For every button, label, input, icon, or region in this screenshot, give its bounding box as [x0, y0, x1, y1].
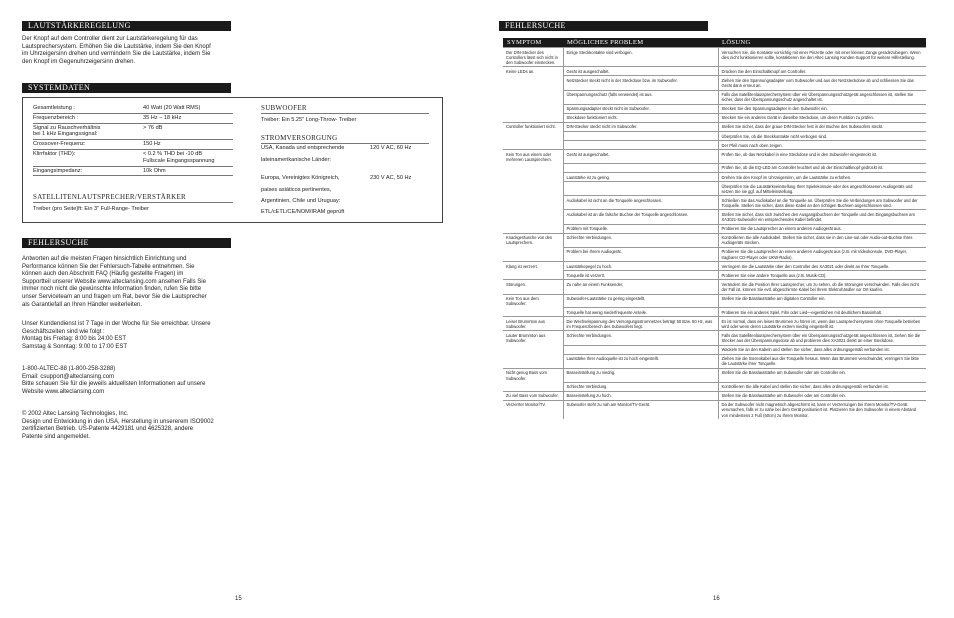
contact-info: 1-800-ALTEC-88 (1-800-258-3288) Email: csupport@alteclansing.com Bitte schauen Sie für die jeweils aktuellsten Informationen auf unsere Website www.alteclansing.com — [22, 366, 206, 395]
table-row — [503, 354, 926, 368]
symptom-cell — [503, 247, 563, 261]
table-row — [503, 76, 926, 90]
problem-cell — [563, 182, 718, 196]
problem-cell: Basseinstellung zu niedrig. — [563, 368, 718, 382]
solution-cell: Da der Subwoofer nicht magnetisch abgeschirmt ist, kann er Verzerrungen bei Ihrem Monitor/TV-Gerät verursachen, falls er zu nahe bei dem Gerät positioniert ist. Platzieren Sie den Subwoofer in einem Abstand von mindestens 2 Fuß (60cm) zu Ihrem Monitor. — [718, 400, 926, 419]
table-row — [503, 382, 926, 391]
spec-value: < 0.2 % THD bei -10 dB Fullscale Eingangsspannung — [137, 149, 233, 166]
table-row — [503, 113, 926, 122]
solution-cell: Ziehen Sie den Spannungsadapter vom Subwoofer und aus der Netzsteckdose ab und schliessen Sie das Gerät dann erneut an. — [718, 76, 926, 90]
spec-label: Eingangsimpedanz: — [33, 166, 137, 176]
table-row — [503, 391, 926, 400]
symptom-cell: Kein Ton aus einem oder mehreren Lautsprechern. — [503, 150, 563, 164]
symptom-cell — [503, 354, 563, 368]
table-row — [503, 122, 926, 131]
symptom-cell: Keine LEDs an. — [503, 67, 563, 76]
table-row — [503, 67, 926, 76]
symptom-cell — [503, 132, 563, 141]
table-row — [503, 271, 926, 280]
troubleshooting-table — [503, 38, 926, 419]
table-row — [503, 163, 926, 172]
table-row — [503, 132, 926, 141]
page-number: 16 — [713, 596, 720, 602]
spec-label: Gesamtleistung : — [33, 104, 137, 113]
problem-cell: Problem bei Ihrem Audiogerät. — [563, 247, 718, 261]
problem-cell: Schlechte Verbindung. — [563, 382, 718, 391]
table-row — [503, 90, 926, 104]
problem-cell: Basseinstellung zu hoch. — [563, 391, 718, 400]
spec-row — [33, 166, 233, 176]
symptom-cell: Verzerrter Monitor/TV. — [503, 400, 563, 419]
symptom-cell — [503, 382, 563, 391]
page-number: 15 — [235, 596, 242, 602]
subwoofer-heading: SUBWOOFER — [261, 104, 429, 114]
symptom-cell — [503, 308, 563, 317]
solution-cell: Verringern Sie die Lautstärke über den Controller des XA3021 oder direkt an Ihrer Tonquelle. — [718, 262, 926, 271]
solution-cell: Kontrollieren Sie alle Kabel und stellen Sie sicher, dass alles ordnungsgemäß verbunden ist. — [718, 382, 926, 391]
solution-cell: Stecken Sie ein anderes Gerät in dieselbe Steckdose, um deren Funktion zu prüfen. — [718, 113, 926, 122]
solution-cell: Schließen Sie das Audiokabel an die Tonquelle an. Überprüfen Sie die Verbindungen am Subwoofer und der Tonquelle. Stellen Sie sicher, dass diese Kabel an den richtigen Buchsen angeschlossen sind. — [718, 196, 926, 210]
problem-cell: Überspannungsschutz (falls verwendet) ist aus. — [563, 90, 718, 104]
solution-cell: Kontrollieren Sie alle Audiokabel. Stellen Sie sicher, dass sie in den Line-out oder Audio-out-Buchse Ihres Audiogeräts stecken. — [718, 233, 926, 247]
symptom-cell: Zu viel Bass vom Subwoofer. — [503, 391, 563, 400]
spec-row — [33, 149, 233, 166]
symptom-cell — [503, 90, 563, 104]
table-row — [503, 280, 926, 294]
symptom-cell — [503, 163, 563, 172]
table-row — [503, 104, 926, 113]
solution-cell: Verändern Sie die Position Ihrer Lautsprecher, um zu sehen, ob die Störungen verschwinden. Falls dies nicht der Fall ist, können Sie evtl. abgeschirmte Kabel bei Ihrem Elektrohändler vor Ort kaufen. — [718, 280, 926, 294]
problem-cell: Einige Steckkontakte sind verbogen. — [563, 48, 718, 67]
problem-cell: Problem mit Tonquelle. — [563, 224, 718, 233]
table-row — [503, 345, 926, 354]
spec-label: Signal zu Rauschverhältnis bei 1 kHz Eingangssignal: — [33, 123, 137, 140]
problem-cell: Gerät ist ausgeschaltet. — [563, 67, 718, 76]
problem-cell: Spannungsadapter steckt nicht im Subwoofer. — [563, 104, 718, 113]
solution-cell: Stellen Sie sicher, dass sich zwischen den Ausgangsbuchsen der Tonquelle und den Eingangsbuchsen am XA3021-Subwoofer ein entsprechendes Kabel befindet. — [718, 210, 926, 224]
table-row — [503, 233, 926, 247]
table-row — [503, 182, 926, 196]
solution-cell: Ziehen Sie die Stereokabel aus der Tonquelle heraus. Wenn das Brummen verschwindet, verringern Sie bitte die Lautstärke Ihrer Tonquelle. — [718, 354, 926, 368]
subwoofer-text: Treiber: Ein 5.25" Long-Throw- Treiber — [261, 117, 357, 123]
problem-cell: Schlechte Verbindungen. — [563, 331, 718, 345]
satellite-text: Treiber (pro Seite)ft: Ein 3" Full-Range- Treiber — [33, 206, 149, 212]
power-region: Europa, Vereinigtes Königreich, — [261, 175, 340, 181]
problem-cell: Gerät ist ausgeschaltet. — [563, 150, 718, 164]
solution-cell: Stellen Sie die Basslautstärke am Subwoofer oder am Controller ein. — [718, 368, 926, 382]
problem-cell — [563, 132, 718, 141]
spec-value: 150 Hz — [137, 140, 233, 150]
copyright: © 2002 Altec Lansing Technologies, Inc. Design und Entwicklung in den USA, Herstellung in unsererem ISO9002 zertifizierten Betrieb. US-Patente 4429181 und 4625328, andere Patente sind angemeldet. — [22, 411, 214, 440]
power-value: 230 V AC, 50 Hz — [370, 175, 412, 181]
system-heading: SYSTEMDATEN — [22, 83, 231, 93]
table-row — [503, 400, 926, 419]
right-page — [477, 0, 954, 618]
spec-row — [33, 113, 233, 123]
col-solution: LÖSUNG — [718, 38, 926, 48]
table-row — [503, 48, 926, 67]
table-row — [503, 331, 926, 345]
spec-value: 10k Ohm — [137, 166, 233, 176]
symptom-cell: Lauter Brummton aus Subwoofer. — [503, 331, 563, 345]
volume-text: Der Knopf auf dem Controller dient zur Lautstärkeregelung für das Lautsprechersystem. Erhöhen Sie die Lautstärke, indem Sie den Knopf im Uhrzeigersinn drehen und vermindern Sie die Lautstärke, indem Sie den Knopf im Gegenuhrzeigersinn drehen. — [22, 36, 211, 65]
power-value: 120 V AC, 60 Hz — [370, 145, 412, 151]
solution-cell: Falls das Satellitenlautsprechersystem über ein Überspannungsschutzgerät angeschlossen ist, stellen Sie sicher, dass der Überspannungsschutz angeschaltet ist. — [718, 90, 926, 104]
problem-cell: Steckdose funktioniert nicht. — [563, 113, 718, 122]
symptom-cell — [503, 196, 563, 210]
symptom-cell — [503, 224, 563, 233]
symptom-cell — [503, 345, 563, 354]
power-region: ETL/cETL/CE/NOM/IRAM geprüft — [261, 209, 345, 215]
solution-cell: Der Pfeil muss nach oben zeigen. — [718, 141, 926, 150]
table-row — [503, 308, 926, 317]
symptom-cell: Störungen. — [503, 280, 563, 294]
problem-cell: DIN-Stecker steckt nicht im Subwoofer. — [563, 122, 718, 131]
problem-cell — [563, 141, 718, 150]
table-row — [503, 294, 926, 308]
solution-cell: Überprüfen Sie, ob die Steckkontakte nicht verbogen sind. — [718, 132, 926, 141]
problem-cell: Lautstärke Ihrer Audioquelle ist zu hoch eingestellt. — [563, 354, 718, 368]
symptom-cell — [503, 141, 563, 150]
problem-cell: Tonquelle hat wenig niederfrequente Anteile. — [563, 308, 718, 317]
symptom-cell — [503, 271, 563, 280]
solution-cell: Es ist normal, dass ein leises Brummen zu hören ist, wenn das Lautsprechersystem ohne Tonquelle betrieben wird oder wenn deren Lautstärke extrem niedrig eingestellt ist. — [718, 317, 926, 331]
symptom-cell — [503, 104, 563, 113]
symptom-cell — [503, 182, 563, 196]
trouble-heading: FEHLERSUCHE — [22, 238, 231, 248]
problem-cell: Zu nahe an einem Funksender. — [563, 280, 718, 294]
solution-cell: Stellen Sie sicher, dass der graue DIN-Stecker fest in der Buchse des Subwoofers steckt. — [718, 122, 926, 131]
power-heading: STROMVERSORGUNG — [261, 134, 429, 144]
trouble-intro: Antworten auf die meisten Fragen hinsichtlich Einrichtung und Performance können Sie der Fehlersuch-Tabelle entnehmen. Sie können auch den Abschnitt FAQ (Häufig gestellte Fragen) im Supportteil unserer Website www.alteclansing.com ansehen Falls Sie immer noch nicht die gewünschte Information finden, rufen Sie bitte unser Serviceteam an und fragen um Rat, bevor Sie die Lautsprecher als Garantiefall an Ihren Händler weiterleiten. — [22, 256, 207, 308]
table-row — [503, 368, 926, 382]
col-problem: MÖGLICHES PROBLEM — [563, 38, 718, 48]
problem-cell: Audiokabel ist an die falsche Buchse der Tonquelle angeschlossen. — [563, 210, 718, 224]
spec-row — [33, 123, 233, 140]
solution-cell: Stellen Sie die Basslautstärke am digitalen Controller ein. — [718, 294, 926, 308]
spec-value: 40 Watt (20 Watt RMS) — [137, 104, 233, 113]
solution-cell: Stellen Sie die Basslautstärke am Subwoofer oder am Controller ein. — [718, 391, 926, 400]
spec-value: > 76 dB — [137, 123, 233, 140]
problem-cell — [563, 163, 718, 172]
symptom-cell: Kein Ton aus dem Subwoofer. — [503, 294, 563, 308]
spec-label: Frequenzbereich : — [33, 113, 137, 123]
solution-cell: Prüfen Sie, ob die EQ-LED am Controller leuchtet und ob der Einschaltknopf gedrückt ist. — [718, 163, 926, 172]
solution-cell: Falls das Satellitenlautsprechersystem über ein Überspannungsschutzgerät angeschlossen ist, ziehen Sie die Stecker aus der Überspannungsdose ab und probieren dies XA3021 direkt an einer Steckdose. — [718, 331, 926, 345]
problem-cell: Subwoofer-Lautstärke zu gering eingestellt. — [563, 294, 718, 308]
troubleshooting-heading: FEHLERSUCHE — [499, 21, 708, 31]
symptom-cell: Controller funktioniert nicht. — [503, 122, 563, 131]
spec-row — [33, 104, 233, 113]
col-symptom: SYMPTOM — [503, 38, 563, 48]
power-region: lateinamerikanische Länder: — [261, 157, 331, 163]
power-region: paises asiáticos pertinentes, — [261, 187, 332, 193]
spec-label: Crossover-Frequenz: — [33, 140, 137, 150]
solution-cell: Drücken Sie den Einschaltknopf am Controller. — [718, 67, 926, 76]
symptom-cell: Knackgeräusche von den Lautsprechern. — [503, 233, 563, 247]
solution-cell: Überprüfen Sie die Lautstärkeeinstellung Ihrer Spielekonsole oder des angeschlossenen Audiogeräts und setzen Sie sie ggf. auf Mitteleinstellung. — [718, 182, 926, 196]
table-row — [503, 173, 926, 182]
symptom-cell: Der DIN-Stecker des Controllers lässt sich nicht in den Subwoofer einstecken. — [503, 48, 563, 67]
problem-cell: Audiokabel ist nicht an die Tonquelle angeschlossen. — [563, 196, 718, 210]
power-region: Argentinien, Chile und Uruguay: — [261, 198, 341, 204]
symptom-cell — [503, 173, 563, 182]
support-hours: Unser Kundendienst ist 7 Tage in der Woche für Sie erreichbar. Unsere Geschäftszeiten sind wie folgt : Montag bis Freitag: 8:00 bis 24:00 EST Samstag & Sonntag: 9:00 to 17:00 EST — [22, 321, 211, 350]
symptom-cell: Klang ist verzerrt. — [503, 262, 563, 271]
solution-cell: Probieren Sie eine andere Tonquelle aus (z.B. Musik-CD). — [718, 271, 926, 280]
spec-table — [33, 104, 233, 176]
satellite-heading: SATELLITENLAUTSPRECHER/VERSTÄRKER — [33, 193, 233, 203]
table-row — [503, 317, 926, 331]
solution-cell: Probieren Sie die Lautsprecher an einem anderen Audiogerät aus. — [718, 224, 926, 233]
table-row — [503, 141, 926, 150]
spec-row — [33, 140, 233, 150]
symptom-cell: Leiser Brummton aus Subwoofer. — [503, 317, 563, 331]
problem-cell: Lautstärke ist zu gering. — [563, 173, 718, 182]
table-row — [503, 150, 926, 164]
problem-cell: Die Wechselspannung des Versorgungsstromnetzes beträgt 50 Bzw. 60 Hz, was im Frequenzbereich des Subwoofers liegt. — [563, 317, 718, 331]
spec-value: 35 Hz – 18 kHz — [137, 113, 233, 123]
solution-cell: Probieren Sie ein anderes Spiel, Film oder Lied—eigentlichen mit deutlichem Bassinhalt. — [718, 308, 926, 317]
problem-cell: Netzstecker steckt nicht in der Steckdose bzw. im Subwoofer. — [563, 76, 718, 90]
symptom-cell — [503, 76, 563, 90]
problem-cell: Subwoofer steht zu nah am Monitor/TV-Gerät. — [563, 400, 718, 419]
table-row — [503, 210, 926, 224]
problem-cell: Lautstärkepegel zu hoch. — [563, 262, 718, 271]
table-row — [503, 247, 926, 261]
spec-label: Klirrfaktor (THD): — [33, 149, 137, 166]
table-row — [503, 224, 926, 233]
solution-cell: Versuchen Sie, die Kontakte vorsichtig mit einer Pinzette oder mit einer kleinen Zange geradezubiegen. Wenn dies nicht funktionieren sollte, kontaktieren Sie den Altec Lansing Kunden-Support für weitere Hilfestellung. — [718, 48, 926, 67]
problem-cell: Schlechte Verbindungen. — [563, 233, 718, 247]
solution-cell: Stecken Sie den Spannungsadapter in den Subwoofer ein. — [718, 104, 926, 113]
volume-heading: LAUTSTÄRKEREGELUNG — [22, 21, 231, 31]
symptom-cell — [503, 210, 563, 224]
solution-cell: Prüfen Sie, ob das Netzkabel in eine Steckdose und in den Subwoofer eingesteckt ist. — [718, 150, 926, 164]
solution-cell: Wackeln Sie an den Kabeln und stellen Sie sicher, dass alles ordnungsgemäß verbunden ist. — [718, 345, 926, 354]
table-row — [503, 196, 926, 210]
problem-cell: Tonquelle ist verzerrt. — [563, 271, 718, 280]
solution-cell: Drehen Sie den Knopf im Uhrzeigersinn, um die Lautstärke zu erhöhen. — [718, 173, 926, 182]
symptom-cell: Nicht genug Bass vom Subwoofer. — [503, 368, 563, 382]
problem-cell — [563, 345, 718, 354]
solution-cell: Probieren Sie die Lautsprecher an einem anderen Audiogerät aus (z.B. mit Videokonsole, DVD-Player, tragbarer CD-Player oder UKW-Radio). — [718, 247, 926, 261]
power-region: USA, Kanada und entsprechende — [261, 145, 345, 151]
table-row — [503, 262, 926, 271]
symptom-cell — [503, 113, 563, 122]
